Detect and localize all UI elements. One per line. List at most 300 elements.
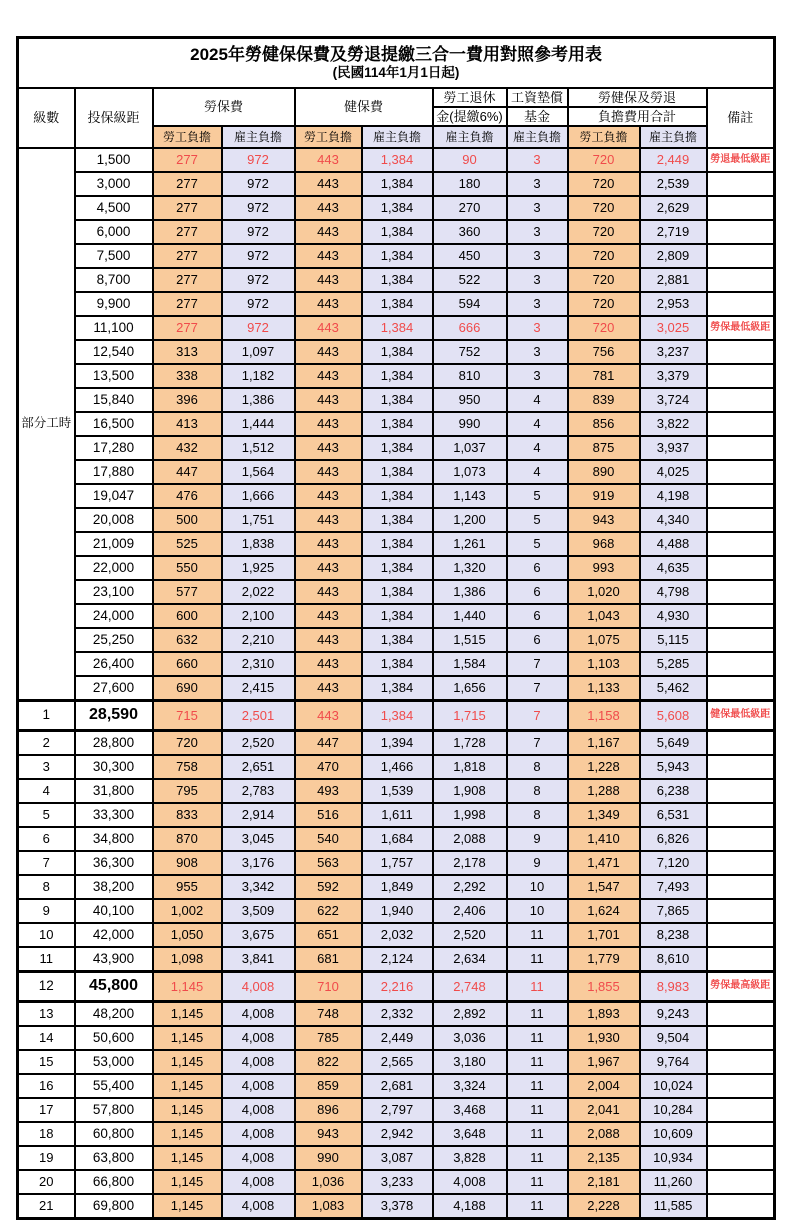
table-row [18, 268, 775, 292]
total-employee-cell: 720 [568, 172, 640, 196]
total-employee-cell: 1,624 [568, 899, 640, 923]
header-remark: 備註 [707, 88, 775, 148]
table-row [18, 701, 775, 731]
level-cell: 8 [18, 875, 75, 899]
labor-employee-cell: 1,098 [153, 947, 222, 972]
bracket-cell: 69,800 [75, 1194, 153, 1219]
labor-employer-cell: 4,008 [222, 1026, 295, 1050]
health-employee-cell: 443 [295, 676, 362, 701]
health-employer-cell: 1,384 [362, 388, 433, 412]
level-cell: 11 [18, 947, 75, 972]
labor-employee-cell: 277 [153, 172, 222, 196]
health-employer-cell: 1,384 [362, 220, 433, 244]
pension-employer-cell: 666 [433, 316, 507, 340]
table-row [18, 1122, 775, 1146]
bracket-cell: 66,800 [75, 1170, 153, 1194]
fund-employer-cell: 11 [507, 947, 568, 972]
labor-employer-cell: 972 [222, 244, 295, 268]
fund-employer-cell: 11 [507, 1194, 568, 1219]
health-employee-cell: 540 [295, 827, 362, 851]
table-row [18, 1026, 775, 1050]
total-employee-cell: 875 [568, 436, 640, 460]
health-employer-cell: 1,757 [362, 851, 433, 875]
bracket-cell: 43,900 [75, 947, 153, 972]
pension-employer-cell: 3,036 [433, 1026, 507, 1050]
subheader-labor-employer: 雇主負擔 [222, 126, 295, 148]
health-employee-cell: 443 [295, 484, 362, 508]
total-employee-cell: 856 [568, 412, 640, 436]
labor-employee-cell: 577 [153, 580, 222, 604]
remark-cell [707, 899, 775, 923]
remark-cell [707, 652, 775, 676]
bracket-cell: 19,047 [75, 484, 153, 508]
total-employee-cell: 1,547 [568, 875, 640, 899]
bracket-cell: 48,200 [75, 1002, 153, 1027]
total-employee-cell: 1,288 [568, 779, 640, 803]
health-employer-cell: 1,940 [362, 899, 433, 923]
health-employee-cell: 443 [295, 701, 362, 731]
total-employee-cell: 1,075 [568, 628, 640, 652]
total-employee-cell: 993 [568, 556, 640, 580]
labor-employer-cell: 972 [222, 148, 295, 172]
labor-employee-cell: 500 [153, 508, 222, 532]
labor-employer-cell: 3,841 [222, 947, 295, 972]
labor-employer-cell: 2,100 [222, 604, 295, 628]
health-employee-cell: 443 [295, 292, 362, 316]
total-employer-cell: 11,260 [640, 1170, 707, 1194]
table-row [18, 316, 775, 340]
health-employer-cell: 1,384 [362, 508, 433, 532]
total-employer-cell: 3,025 [640, 316, 707, 340]
total-employer-cell: 2,809 [640, 244, 707, 268]
health-employer-cell: 1,394 [362, 731, 433, 756]
total-employer-cell: 8,983 [640, 972, 707, 1002]
health-employer-cell: 2,942 [362, 1122, 433, 1146]
fund-employer-cell: 11 [507, 1146, 568, 1170]
bracket-cell: 9,900 [75, 292, 153, 316]
bracket-cell: 42,000 [75, 923, 153, 947]
labor-employee-cell: 1,145 [153, 1002, 222, 1027]
health-employee-cell: 443 [295, 244, 362, 268]
header-level: 級數 [18, 88, 75, 148]
total-employer-cell: 5,285 [640, 652, 707, 676]
labor-employee-cell: 277 [153, 292, 222, 316]
health-employer-cell: 1,849 [362, 875, 433, 899]
level-cell: 2 [18, 731, 75, 756]
total-employee-cell: 2,004 [568, 1074, 640, 1098]
remark-cell [707, 1026, 775, 1050]
labor-employer-cell: 3,509 [222, 899, 295, 923]
health-employer-cell: 1,384 [362, 268, 433, 292]
remark-cell [707, 1074, 775, 1098]
pension-employer-cell: 3,180 [433, 1050, 507, 1074]
fund-employer-cell: 11 [507, 1170, 568, 1194]
remark-cell [707, 460, 775, 484]
level-cell: 10 [18, 923, 75, 947]
total-employer-cell: 3,937 [640, 436, 707, 460]
level-cell: 9 [18, 899, 75, 923]
total-employee-cell: 720 [568, 196, 640, 220]
total-employee-cell: 1,020 [568, 580, 640, 604]
total-employee-cell: 2,041 [568, 1098, 640, 1122]
table-row [18, 244, 775, 268]
health-employer-cell: 1,384 [362, 292, 433, 316]
remark-cell [707, 676, 775, 701]
remark-cell [707, 628, 775, 652]
remark-cell [707, 196, 775, 220]
labor-employee-cell: 1,145 [153, 1074, 222, 1098]
table-body [18, 148, 775, 1219]
total-employer-cell: 3,379 [640, 364, 707, 388]
level-cell: 1 [18, 701, 75, 731]
level-cell: 3 [18, 755, 75, 779]
labor-employer-cell: 972 [222, 196, 295, 220]
health-employer-cell: 1,384 [362, 484, 433, 508]
table-row [18, 388, 775, 412]
health-employee-cell: 443 [295, 412, 362, 436]
pension-employer-cell: 752 [433, 340, 507, 364]
labor-employer-cell: 3,045 [222, 827, 295, 851]
bracket-cell: 57,800 [75, 1098, 153, 1122]
total-employer-cell: 5,649 [640, 731, 707, 756]
fund-employer-cell: 4 [507, 460, 568, 484]
fund-employer-cell: 7 [507, 676, 568, 701]
bracket-cell: 22,000 [75, 556, 153, 580]
health-employee-cell: 443 [295, 364, 362, 388]
total-employer-cell: 3,237 [640, 340, 707, 364]
fund-employer-cell: 10 [507, 899, 568, 923]
remark-cell [707, 1098, 775, 1122]
table-row [18, 580, 775, 604]
table-row [18, 1098, 775, 1122]
total-employee-cell: 1,410 [568, 827, 640, 851]
labor-employer-cell: 2,501 [222, 701, 295, 731]
bracket-cell: 38,200 [75, 875, 153, 899]
fund-employer-cell: 3 [507, 292, 568, 316]
fund-employer-cell: 3 [507, 316, 568, 340]
health-employee-cell: 990 [295, 1146, 362, 1170]
labor-employee-cell: 277 [153, 316, 222, 340]
health-employee-cell: 1,036 [295, 1170, 362, 1194]
labor-employee-cell: 715 [153, 701, 222, 731]
level-cell: 4 [18, 779, 75, 803]
bracket-cell: 36,300 [75, 851, 153, 875]
table-row [18, 604, 775, 628]
health-employee-cell: 443 [295, 172, 362, 196]
total-employer-cell: 5,115 [640, 628, 707, 652]
fund-employer-cell: 11 [507, 1098, 568, 1122]
table-row [18, 1146, 775, 1170]
remark-cell [707, 340, 775, 364]
labor-employee-cell: 908 [153, 851, 222, 875]
remark-cell [707, 1002, 775, 1027]
remark-cell [707, 731, 775, 756]
remark-cell [707, 803, 775, 827]
pension-employer-cell: 1,715 [433, 701, 507, 731]
page-subtitle: (民國114年1月1日起) [332, 64, 460, 80]
pension-employer-cell: 1,143 [433, 484, 507, 508]
level-cell: 15 [18, 1050, 75, 1074]
table-row [18, 676, 775, 701]
remark-cell [707, 220, 775, 244]
header-health-insurance: 健保費 [295, 88, 433, 126]
subheader-total-employer: 雇主負擔 [640, 126, 707, 148]
labor-employer-cell: 3,675 [222, 923, 295, 947]
fund-employer-cell: 8 [507, 779, 568, 803]
remark-cell [707, 1170, 775, 1194]
total-employee-cell: 781 [568, 364, 640, 388]
level-cell: 7 [18, 851, 75, 875]
total-employee-cell: 1,133 [568, 676, 640, 701]
table-row [18, 1194, 775, 1219]
pension-employer-cell: 2,892 [433, 1002, 507, 1027]
pension-employer-cell: 180 [433, 172, 507, 196]
total-employer-cell: 4,635 [640, 556, 707, 580]
remark-cell [707, 532, 775, 556]
health-employer-cell: 1,384 [362, 701, 433, 731]
health-employer-cell: 3,233 [362, 1170, 433, 1194]
remark-cell: 勞保最高級距 [707, 972, 775, 1002]
health-employee-cell: 443 [295, 268, 362, 292]
header-row-1 [18, 88, 775, 107]
table-row [18, 364, 775, 388]
health-employer-cell: 1,384 [362, 244, 433, 268]
total-employer-cell: 2,539 [640, 172, 707, 196]
health-employee-cell: 443 [295, 460, 362, 484]
remark-cell [707, 604, 775, 628]
health-employee-cell: 443 [295, 436, 362, 460]
labor-employer-cell: 2,783 [222, 779, 295, 803]
bracket-cell: 50,600 [75, 1026, 153, 1050]
health-employer-cell: 1,384 [362, 676, 433, 701]
labor-employee-cell: 955 [153, 875, 222, 899]
total-employee-cell: 1,967 [568, 1050, 640, 1074]
total-employer-cell: 10,609 [640, 1122, 707, 1146]
fund-employer-cell: 3 [507, 148, 568, 172]
bracket-cell: 28,800 [75, 731, 153, 756]
pension-employer-cell: 90 [433, 148, 507, 172]
level-cell: 16 [18, 1074, 75, 1098]
health-employee-cell: 443 [295, 604, 362, 628]
fund-employer-cell: 4 [507, 388, 568, 412]
health-employee-cell: 443 [295, 316, 362, 340]
health-employer-cell: 3,378 [362, 1194, 433, 1219]
total-employee-cell: 1,043 [568, 604, 640, 628]
total-employee-cell: 1,228 [568, 755, 640, 779]
total-employer-cell: 2,629 [640, 196, 707, 220]
bracket-cell: 20,008 [75, 508, 153, 532]
table-row [18, 148, 775, 172]
total-employee-cell: 968 [568, 532, 640, 556]
labor-employee-cell: 432 [153, 436, 222, 460]
pension-employer-cell: 1,584 [433, 652, 507, 676]
table-row [18, 1074, 775, 1098]
health-employer-cell: 2,332 [362, 1002, 433, 1027]
total-employer-cell: 9,764 [640, 1050, 707, 1074]
labor-employee-cell: 277 [153, 220, 222, 244]
health-employee-cell: 748 [295, 1002, 362, 1027]
fund-employer-cell: 11 [507, 1074, 568, 1098]
labor-employee-cell: 795 [153, 779, 222, 803]
labor-employer-cell: 1,182 [222, 364, 295, 388]
remark-cell [707, 508, 775, 532]
labor-employer-cell: 1,386 [222, 388, 295, 412]
health-employer-cell: 2,032 [362, 923, 433, 947]
header-wage-fund-line2: 基金 [507, 107, 568, 126]
remark-cell: 勞退最低級距 [707, 148, 775, 172]
pension-employer-cell: 3,828 [433, 1146, 507, 1170]
fund-employer-cell: 11 [507, 1050, 568, 1074]
labor-employee-cell: 1,050 [153, 923, 222, 947]
health-employer-cell: 1,384 [362, 604, 433, 628]
subheader-total-employee: 勞工負擔 [568, 126, 640, 148]
labor-employer-cell: 3,176 [222, 851, 295, 875]
health-employee-cell: 822 [295, 1050, 362, 1074]
level-cell: 14 [18, 1026, 75, 1050]
fund-employer-cell: 3 [507, 268, 568, 292]
labor-employer-cell: 4,008 [222, 1122, 295, 1146]
total-employee-cell: 1,930 [568, 1026, 640, 1050]
labor-employer-cell: 4,008 [222, 1074, 295, 1098]
fund-employer-cell: 4 [507, 436, 568, 460]
remark-cell [707, 1050, 775, 1074]
total-employee-cell: 943 [568, 508, 640, 532]
labor-employer-cell: 2,651 [222, 755, 295, 779]
health-employee-cell: 592 [295, 875, 362, 899]
table-row [18, 292, 775, 316]
labor-employer-cell: 2,210 [222, 628, 295, 652]
pension-employer-cell: 1,200 [433, 508, 507, 532]
remark-cell [707, 779, 775, 803]
table-row [18, 412, 775, 436]
remark-cell [707, 292, 775, 316]
labor-employer-cell: 1,751 [222, 508, 295, 532]
pension-employer-cell: 1,386 [433, 580, 507, 604]
header-bracket: 投保級距 [75, 88, 153, 148]
labor-employee-cell: 600 [153, 604, 222, 628]
labor-employer-cell: 972 [222, 220, 295, 244]
total-employee-cell: 720 [568, 148, 640, 172]
bracket-cell: 63,800 [75, 1146, 153, 1170]
health-employer-cell: 2,449 [362, 1026, 433, 1050]
pension-employer-cell: 1,818 [433, 755, 507, 779]
health-employer-cell: 1,384 [362, 556, 433, 580]
labor-employee-cell: 1,145 [153, 1146, 222, 1170]
total-employer-cell: 6,531 [640, 803, 707, 827]
pension-employer-cell: 2,634 [433, 947, 507, 972]
pension-employer-cell: 950 [433, 388, 507, 412]
health-employee-cell: 443 [295, 628, 362, 652]
level-cell: 20 [18, 1170, 75, 1194]
pension-employer-cell: 1,656 [433, 676, 507, 701]
fund-employer-cell: 10 [507, 875, 568, 899]
labor-employee-cell: 660 [153, 652, 222, 676]
table-row [18, 947, 775, 972]
pension-employer-cell: 270 [433, 196, 507, 220]
total-employee-cell: 720 [568, 244, 640, 268]
total-employee-cell: 839 [568, 388, 640, 412]
pension-employer-cell: 2,292 [433, 875, 507, 899]
fund-employer-cell: 9 [507, 827, 568, 851]
remark-cell [707, 827, 775, 851]
bracket-cell: 17,880 [75, 460, 153, 484]
labor-employee-cell: 833 [153, 803, 222, 827]
health-employee-cell: 785 [295, 1026, 362, 1050]
total-employer-cell: 8,238 [640, 923, 707, 947]
health-employer-cell: 1,384 [362, 172, 433, 196]
total-employee-cell: 1,855 [568, 972, 640, 1002]
bracket-cell: 3,000 [75, 172, 153, 196]
pension-employer-cell: 4,008 [433, 1170, 507, 1194]
labor-employer-cell: 972 [222, 316, 295, 340]
bracket-cell: 17,280 [75, 436, 153, 460]
pension-employer-cell: 3,468 [433, 1098, 507, 1122]
subheader-pension-employer: 雇主負擔 [433, 126, 507, 148]
pension-employer-cell: 2,748 [433, 972, 507, 1002]
fund-employer-cell: 3 [507, 172, 568, 196]
total-employer-cell: 4,025 [640, 460, 707, 484]
total-employer-cell: 2,719 [640, 220, 707, 244]
labor-employer-cell: 4,008 [222, 1170, 295, 1194]
remark-cell [707, 484, 775, 508]
labor-employee-cell: 1,002 [153, 899, 222, 923]
remark-cell [707, 580, 775, 604]
total-employer-cell: 2,449 [640, 148, 707, 172]
total-employee-cell: 1,701 [568, 923, 640, 947]
total-employee-cell: 2,088 [568, 1122, 640, 1146]
bracket-cell: 60,800 [75, 1122, 153, 1146]
total-employer-cell: 9,504 [640, 1026, 707, 1050]
table-row [18, 436, 775, 460]
table-row [18, 779, 775, 803]
health-employer-cell: 1,539 [362, 779, 433, 803]
total-employer-cell: 7,493 [640, 875, 707, 899]
fund-employer-cell: 3 [507, 244, 568, 268]
fund-employer-cell: 6 [507, 556, 568, 580]
labor-employee-cell: 720 [153, 731, 222, 756]
level-cell: 6 [18, 827, 75, 851]
health-employee-cell: 443 [295, 220, 362, 244]
labor-employee-cell: 1,145 [153, 1098, 222, 1122]
bracket-cell: 15,840 [75, 388, 153, 412]
remark-cell [707, 556, 775, 580]
health-employer-cell: 1,384 [362, 196, 433, 220]
health-employee-cell: 681 [295, 947, 362, 972]
table-row [18, 172, 775, 196]
total-employer-cell: 6,238 [640, 779, 707, 803]
remark-cell [707, 851, 775, 875]
bracket-cell: 55,400 [75, 1074, 153, 1098]
bracket-cell: 8,700 [75, 268, 153, 292]
bracket-cell: 1,500 [75, 148, 153, 172]
bracket-cell: 25,250 [75, 628, 153, 652]
fund-employer-cell: 6 [507, 580, 568, 604]
bracket-cell: 27,600 [75, 676, 153, 701]
health-employer-cell: 2,124 [362, 947, 433, 972]
health-employer-cell: 1,384 [362, 436, 433, 460]
table-row [18, 484, 775, 508]
labor-employee-cell: 277 [153, 244, 222, 268]
total-employee-cell: 890 [568, 460, 640, 484]
level-cell: 21 [18, 1194, 75, 1219]
health-employee-cell: 470 [295, 755, 362, 779]
fund-employer-cell: 11 [507, 1122, 568, 1146]
level-cell: 13 [18, 1002, 75, 1027]
labor-employer-cell: 4,008 [222, 1146, 295, 1170]
health-employee-cell: 443 [295, 556, 362, 580]
header-pension-line1: 勞工退休 [433, 88, 507, 107]
total-employer-cell: 5,608 [640, 701, 707, 731]
